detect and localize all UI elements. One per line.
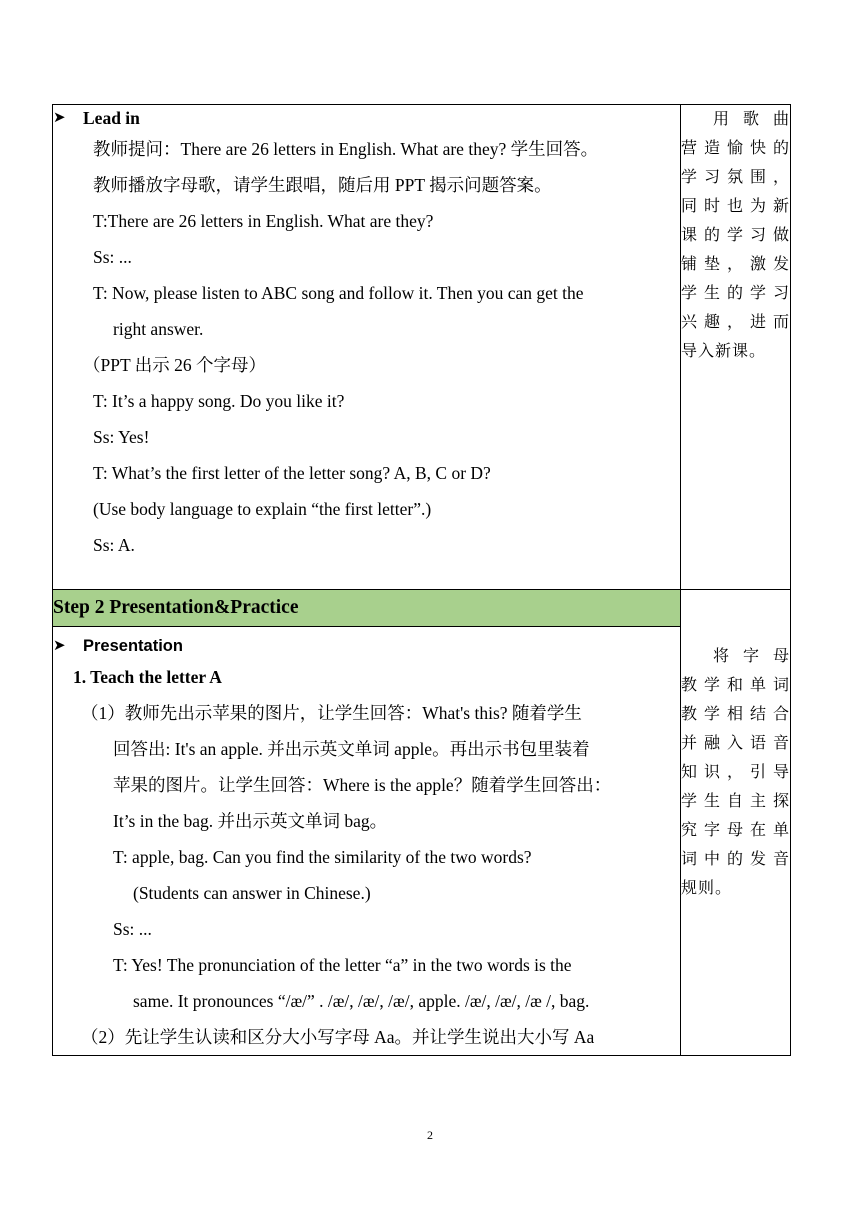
step2-note-line-7: 究字母在单 <box>681 822 790 839</box>
step2-header-row <box>53 590 791 627</box>
lead-in-line-9: Ss: Yes! <box>93 427 150 447</box>
lead-in-note-line-5: 课的学习做 <box>681 227 790 244</box>
step2-note-line-6: 学生自主探 <box>681 793 790 810</box>
lead-in-line-4: Ss: ... <box>93 247 132 267</box>
lead-in-line-1: 教师提问：There are 26 letters in English. What are they? 学生回答。 <box>93 139 599 159</box>
step2-note-line-3: 教学相结合 <box>681 706 790 723</box>
lead-in-note-line-3: 学习氛围， <box>681 169 790 186</box>
step2-line-7: Ss: ... <box>113 919 152 939</box>
arrow-bullet-icon: ➤ <box>53 110 66 126</box>
lesson-plan-table <box>52 104 791 1056</box>
step2-note-line-5: 知识，引导 <box>681 764 790 781</box>
page-number: 2 <box>427 1128 433 1142</box>
lead-in-line-10: T: What’s the first letter of the letter song? A, B, C or D? <box>93 463 491 483</box>
step2-line-5: T: apple, bag. Can you find the similarity of the two words? <box>113 847 532 867</box>
step2-line-1: （1）教师先出示苹果的图片，让学生回答：What's this? 随着学生 <box>81 703 582 723</box>
lead-in-line-11: (Use body language to explain “the first letter”.) <box>93 499 432 519</box>
teach-letter-a-heading: 1. Teach the letter A <box>73 667 222 687</box>
presentation-heading-line <box>53 633 680 659</box>
step2-note-line-1: 将字母 <box>713 648 790 665</box>
lead-in-note-line-6: 铺垫，激发 <box>681 256 790 273</box>
lead-in-note-cell <box>681 105 791 590</box>
step2-line-8: T: Yes! The pronunciation of the letter “a” in the two words is the <box>113 955 572 975</box>
presentation-heading: Presentation <box>83 637 183 655</box>
lead-in-row <box>53 105 791 590</box>
lead-in-note-line-2: 营造愉快的 <box>681 140 790 157</box>
step2-line-4: It’s in the bag. 并出示英文单词 bag。 <box>113 811 388 831</box>
step2-note-cell <box>681 590 791 1056</box>
lead-in-content-cell <box>53 105 681 590</box>
lead-in-line-5: T: Now, please listen to ABC song and follow it. Then you can get the <box>93 283 584 303</box>
step2-note-line-2: 教学和单词 <box>681 677 790 694</box>
step2-line-9: same. It pronounces “/æ/” . /æ/, /æ/, /æ/, apple. /æ/, /æ/, /æ /, bag. <box>133 991 590 1011</box>
lead-in-line-2: 教师播放字母歌，请学生跟唱，随后用 PPT 揭示问题答案。 <box>93 175 552 195</box>
step2-note-line-4: 并融入语音 <box>681 735 790 752</box>
lead-in-note-line-8: 兴趣，进而 <box>681 314 790 331</box>
step2-line-10: （2）先让学生认读和区分大小写字母 Aa。并让学生说出大小写 Aa <box>81 1027 595 1047</box>
lead-in-line-8: T: It’s a happy song. Do you like it? <box>93 391 345 411</box>
step2-note-line-8: 词中的发音 <box>681 851 790 868</box>
step2-content-cell <box>53 627 681 1056</box>
lead-in-note-line-7: 学生的学习 <box>681 285 790 302</box>
step2-content-row <box>53 627 791 1056</box>
lead-in-line-7: （PPT 出示 26 个字母） <box>83 355 266 375</box>
step2-line-3: 苹果的图片。让学生回答：Where is the apple？随着学生回答出： <box>113 775 612 795</box>
step2-line-2: 回答出: It's an apple. 并出示英文单词 apple。再出示书包里装着 <box>113 739 590 759</box>
lead-in-note-line-1: 用歌曲 <box>713 111 790 128</box>
lead-in-line-6: right answer. <box>113 319 204 339</box>
step2-title: Step 2 Presentation&Practice <box>53 590 681 627</box>
lead-in-line-12: Ss: A. <box>93 535 135 555</box>
lead-in-heading-line <box>53 105 680 131</box>
step2-note-line-9: 规则。 <box>681 880 733 897</box>
lead-in-heading: Lead in <box>83 108 140 128</box>
step2-line-6: (Students can answer in Chinese.) <box>133 883 371 903</box>
lead-in-note-line-4: 同时也为新 <box>681 198 790 215</box>
lead-in-line-3: T:There are 26 letters in English. What are they? <box>93 211 434 231</box>
arrow-bullet-icon: ➤ <box>53 638 66 654</box>
lead-in-note-line-9: 导入新课。 <box>681 343 767 360</box>
